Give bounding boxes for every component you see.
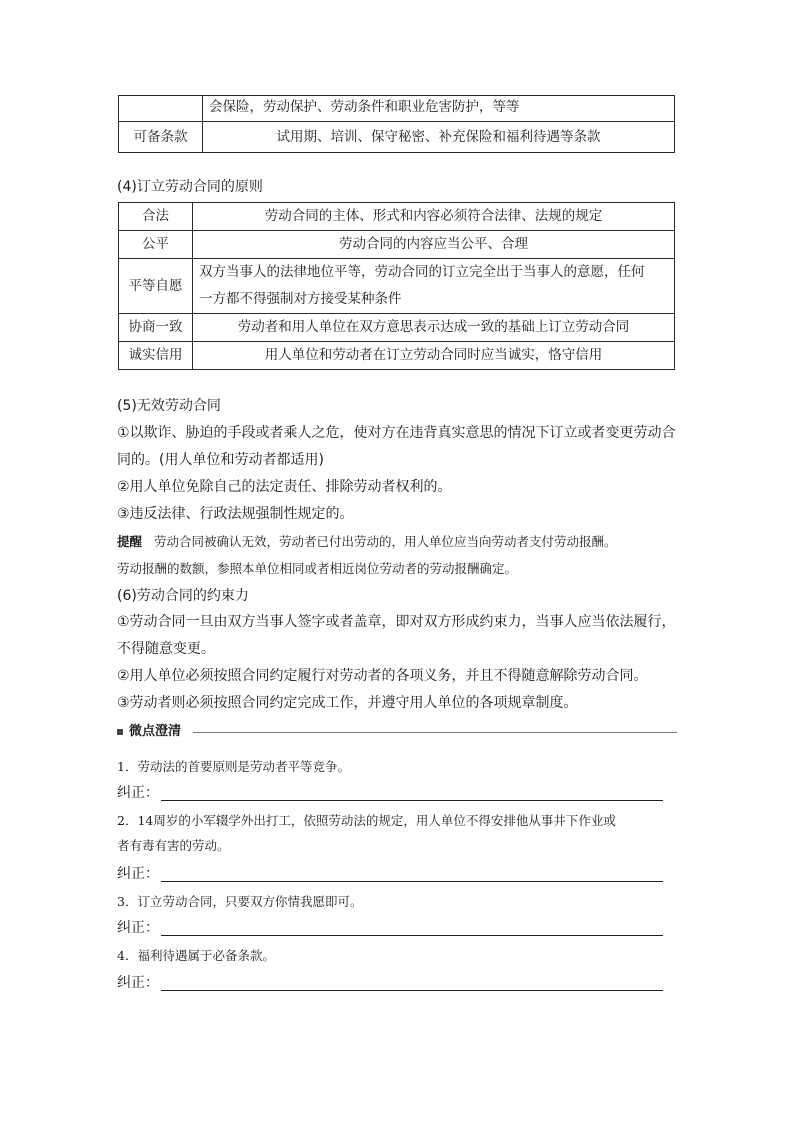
table-row [119,203,675,231]
table-cell-key [119,96,203,122]
body-line: ①劳动合同一旦由双方当事人签字或者盖章，即对双方形成约束力，当事人应当依法履行， [117,614,676,630]
correction-field[interactable] [117,864,663,884]
contract-terms-table [118,95,675,153]
question-line: 者有毒有害的劳动。 [117,838,230,853]
correction-field[interactable] [117,783,663,803]
square-bullet-icon [117,729,123,735]
table-cell-value: 试用期、培训、保守秘密、补充保险和福利待遇等条款 [203,122,675,153]
clarify-title: 微点澄清 [129,724,182,739]
divider-rule [193,732,677,733]
principle-name: 协商一致 [119,314,193,342]
tip-text: 劳动合同被确认无效，劳动者已付出劳动的，用人单位应当向劳动者支付劳动报酬。 [154,534,617,549]
correction-label: 纠正： [117,785,159,801]
body-line: ③违反法律、行政法规强制性规定的。 [117,506,354,522]
table-row [119,231,675,259]
question-line: 2．14周岁的小军辍学外出打工，依照劳动法的规定，用人单位不得安排他从事井下作业或 [117,813,616,828]
body-line: ③劳动者则必须按照合同约定完成工作，并遵守用人单位的各项规章制度。 [117,695,578,711]
body-line: ②用人单位免除自己的法定责任、排除劳动者权利的。 [117,479,452,495]
correction-field[interactable] [117,973,663,993]
section-heading: (6)劳动合同的约束力 [117,588,249,604]
body-line: 不得随意变更。 [117,641,215,657]
principle-desc [193,259,675,314]
principle-desc: 用人单位和劳动者在订立劳动合同时应当诚实，恪守信用 [193,342,675,370]
principle-name: 合法 [119,203,193,231]
table-cell-value: 会保险，劳动保护、劳动条件和职业危害防护，等等 [203,96,675,122]
correction-field[interactable] [117,918,663,938]
body-line: 同的。(用人单位和劳动者都适用) [117,452,324,468]
correction-label: 纠正： [117,975,159,991]
principles-table [118,202,675,370]
question-line: 4．福利待遇属于必备条款。 [117,948,275,963]
answer-underline [161,881,663,882]
principle-name: 诚实信用 [119,342,193,370]
table-row [119,122,675,153]
question-line: 1．劳动法的首要原则是劳动者平等竞争。 [117,759,350,774]
answer-underline [161,990,663,991]
principle-desc-line: 一方都不得强制对方接受某种条件 [199,291,402,307]
principle-name: 平等自愿 [119,259,193,314]
answer-underline [161,935,663,936]
principle-desc-line: 双方当事人的法律地位平等，劳动合同的订立完全出于当事人的意愿，任何 [199,264,645,280]
table-cell-key: 可备条款 [119,122,203,153]
section-heading: (5)无效劳动合同 [117,398,221,414]
clarify-divider [117,722,677,742]
table-row [119,259,675,314]
answer-underline [161,800,663,801]
question-line: 3．订立劳动合同，只要双方你情我愿即可。 [117,894,363,909]
principle-desc: 劳动合同的内容应当公平、合理 [193,231,675,259]
correction-label: 纠正： [117,866,159,882]
body-line: ①以欺诈、胁迫的手段或者乘人之危，使对方在违背真实意思的情况下订立或者变更劳动合 [117,425,676,441]
principle-desc: 劳动者和用人单位在双方意思表示达成一致的基础上订立劳动合同 [193,314,675,342]
tip-label: 提醒 [117,534,143,549]
principle-name: 公平 [119,231,193,259]
body-line: ②用人单位必须按照合同约定履行对劳动者的各项义务，并且不得随意解除劳动合同。 [117,668,648,684]
table-row [119,342,675,370]
tip-line [117,533,617,551]
tip-line: 劳动报酬的数额，参照本单位相同或者相近岗位劳动者的劳动报酬确定。 [117,561,518,576]
principle-desc: 劳动合同的主体、形式和内容必须符合法律、法规的规定 [193,203,675,231]
section-heading: (4)订立劳动合同的原则 [117,179,263,195]
table-row [119,96,675,122]
table-row [119,314,675,342]
correction-label: 纠正： [117,920,159,936]
